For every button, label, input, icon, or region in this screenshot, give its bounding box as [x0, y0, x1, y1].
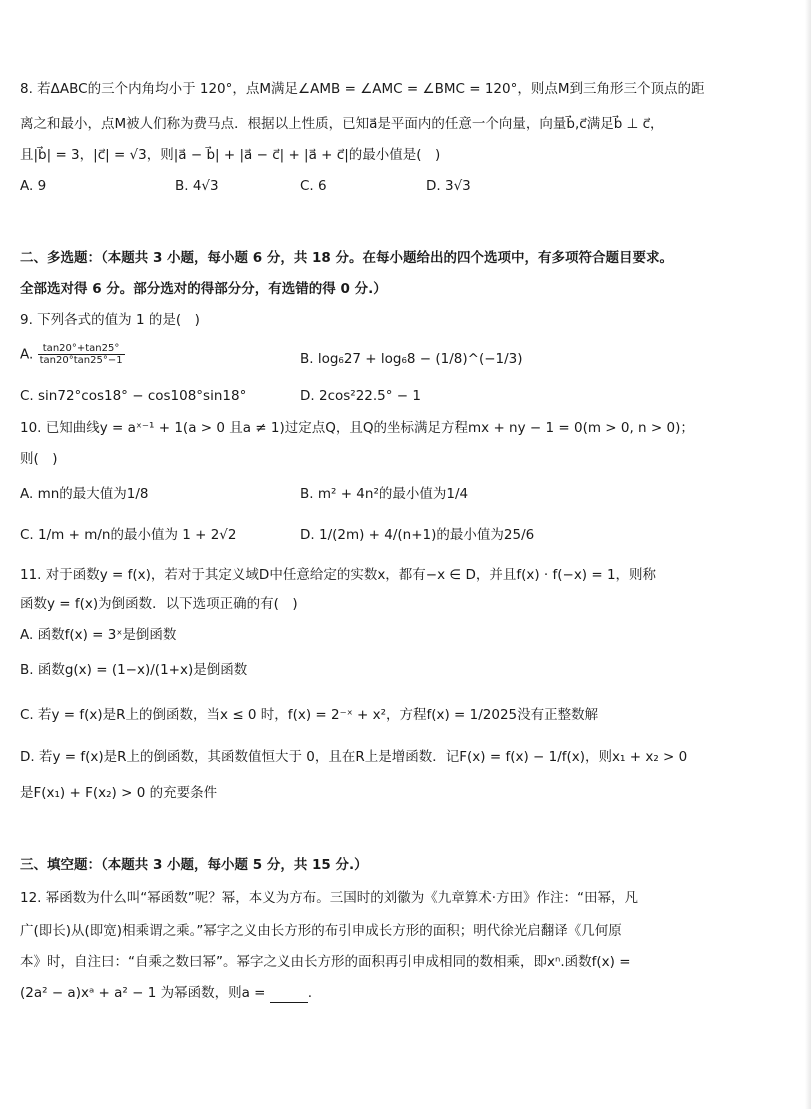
q10-option-c: C. 1/m + m/n的最小值为 1 + 2√2 [20, 527, 237, 543]
q10-option-a: A. mn的最大值为1/8 [20, 486, 149, 502]
q11-line-1: 11. 对于函数y = f(x)，若对于其定义域D中任意给定的实数x，都有−x ∈ D，并且f(x) · f(−x) = 1，则称 [20, 567, 657, 583]
q9-stem: 9. 下列各式的值为 1 的是( ) [20, 312, 200, 328]
q12-line-4 [20, 983, 312, 1003]
q9-option-a [20, 343, 125, 366]
q10-option-d: D. 1/(2m) + 4/(n+1)的最小值为25/6 [300, 527, 535, 543]
q9-option-c: C. sin72°cos18° − cos108°sin18° [20, 388, 247, 404]
section-2-heading-line-2: 全部选对得 6 分。部分选对的得部分分，有选错的得 0 分.） [20, 281, 387, 297]
q12-line-4-text: (2a² − a)xᵃ + a² − 1 为幂函数，则a = [20, 985, 266, 1001]
q9-option-a-fraction [38, 343, 125, 366]
q8-option-d: D. 3√3 [426, 178, 471, 194]
section-2-heading-line-1: 二、多选题：（本题共 3 小题，每小题 6 分，共 18 分。在每小题给出的四个选项中，有多项符合题目要求。 [20, 250, 674, 266]
q10-line-1: 10. 已知曲线y = aˣ⁻¹ + 1(a > 0 且a ≠ 1)过定点Q，且Q的坐标满足方程mx + ny − 1 = 0(m > 0, n > 0)； [20, 420, 694, 436]
q12-line-3: 本》时，自注曰：“自乘之数曰幂”。幂字之义由长方形的面积再引申成相同的数相乘，即xⁿ.函数f(x) = [20, 954, 631, 970]
q8-line-1: 8. 若ΔABC的三个内角均小于 120°，点M满足∠AMB = ∠AMC = ∠BMC = 120°，则点M到三角形三个顶点的距 [20, 81, 705, 97]
section-3-heading: 三、填空题：（本题共 3 小题，每小题 5 分，共 15 分.） [20, 857, 368, 873]
q10-line-2: 则( ) [20, 451, 58, 467]
q12-line-2: 广(即长)从(即宽)相乘谓之乘。”幂字之义由长方形的布引申成长方形的面积；明代徐光启翻译《几何原 [20, 923, 622, 939]
q11-option-c: C. 若y = f(x)是R上的倒函数，当x ≤ 0 时，f(x) = 2⁻ˣ + x²，方程f(x) = 1/2025没有正整数解 [20, 707, 599, 723]
q12-line-1: 12. 幂函数为什么叫“幂函数”呢？幂，本义为方布。三国时的刘徽为《九章算术·方田》作注：“田幂，凡 [20, 890, 639, 906]
q8-line-2: 离之和最小，点M被人们称为费马点．根据以上性质，已知a⃗是平面内的任意一个向量，向量b⃗,c⃗满足b⃗ ⊥ c⃗， [20, 116, 664, 132]
q8-line-3: 且|b⃗| = 3，|c⃗| = √3，则|a⃗ − b⃗| + |a⃗ − c⃗| + |a⃗ + c⃗|的最小值是( ) [20, 147, 441, 163]
q11-option-d-line-1: D. 若y = f(x)是R上的倒函数，其函数值恒大于 0，且在R上是增函数．记F(x) = f(x) − 1/f(x)，则x₁ + x₂ > 0 [20, 749, 688, 765]
q9-option-b: B. log₆27 + log₆8 − (1/8)^(−1/3) [300, 351, 523, 367]
q9-option-d: D. 2cos²22.5° − 1 [300, 388, 421, 404]
q11-line-2: 函数y = f(x)为倒函数．以下选项正确的有( ) [20, 596, 298, 612]
q9-option-a-label: A. [20, 346, 34, 363]
q10-option-b: B. m² + 4n²的最小值为1/4 [300, 486, 469, 502]
q9-option-a-denominator: tan20°tan25°−1 [39, 355, 123, 366]
q11-option-d-line-2: 是F(x₁) + F(x₂) > 0 的充要条件 [20, 785, 218, 801]
q9-option-a-numerator: tan20°+tan25° [38, 343, 125, 355]
q12-period: . [307, 985, 313, 1001]
q11-option-b: B. 函数g(x) = (1−x)/(1+x)是倒函数 [20, 662, 248, 678]
q8-option-a: A. 9 [20, 178, 47, 194]
q11-option-a: A. 函数f(x) = 3ˣ是倒函数 [20, 627, 177, 643]
scan-shadow-edge [805, 0, 811, 1109]
answer-blank [270, 988, 308, 1003]
q8-option-b: B. 4√3 [175, 178, 219, 194]
q8-option-c: C. 6 [300, 178, 327, 194]
